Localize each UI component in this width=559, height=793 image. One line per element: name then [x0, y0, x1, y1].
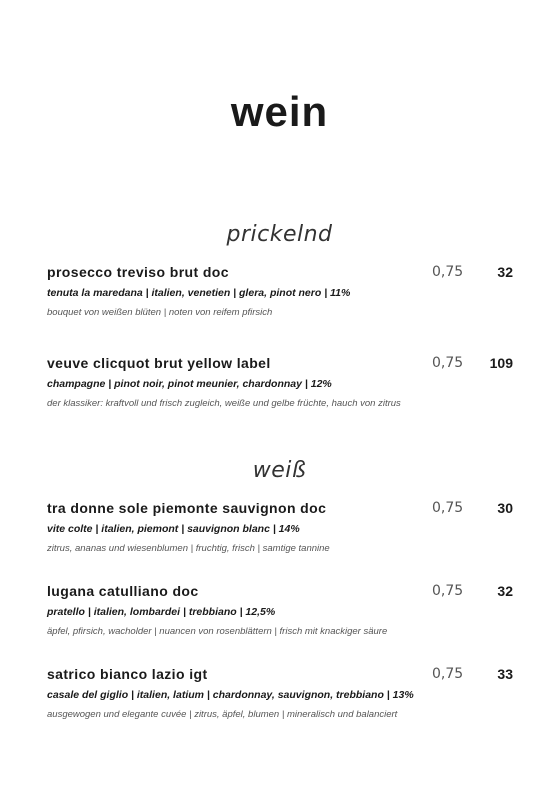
wine-detail: tenuta la maredana | italien, venetien | glera, pinot nero | 11%	[47, 287, 351, 299]
wine-note: der klassiker: kraftvoll und frisch zugleich, weiße und gelbe früchte, hauch von zitrus	[47, 398, 401, 409]
wine-name: satrico bianco lazio igt	[47, 666, 208, 682]
wine-detail: pratello | italien, lombardei | trebbiano | 12,5%	[47, 606, 276, 618]
wine-item	[47, 264, 513, 318]
wine-item	[47, 666, 513, 720]
wine-item	[47, 583, 513, 637]
wine-name: tra donne sole piemonte sauvignon doc	[47, 500, 327, 516]
wine-price: 32	[497, 264, 513, 280]
wine-item	[47, 355, 513, 409]
wine-note: bouquet von weißen blüten | noten von reifem pfirsich	[47, 307, 273, 318]
wine-note: äpfel, pfirsich, wacholder | nuancen von rosenblättern | frisch mit knackiger säure	[47, 626, 388, 637]
wine-size: 0,75	[432, 583, 464, 599]
wine-size: 0,75	[432, 666, 464, 682]
wine-note: zitrus, ananas und wiesenblumen | fruchtig, frisch | samtige tannine	[47, 543, 330, 554]
wine-price: 32	[497, 583, 513, 599]
page-title: wein	[230, 88, 329, 135]
wine-detail: casale del giglio | italien, latium | chardonnay, sauvignon, trebbiano | 13%	[47, 689, 414, 701]
section-title-prickelnd: prickelnd	[226, 222, 333, 247]
wine-price: 109	[489, 355, 513, 371]
wine-size: 0,75	[432, 355, 464, 371]
wine-size: 0,75	[432, 500, 464, 516]
wine-price: 30	[497, 500, 513, 516]
wine-name: lugana catulliano doc	[47, 583, 199, 599]
section-title-weiss: weiß	[252, 458, 307, 483]
wine-note: ausgewogen und elegante cuvée | zitrus, äpfel, blumen | mineralisch und balanciert	[47, 709, 398, 720]
wine-detail: champagne | pinot noir, pinot meunier, chardonnay | 12%	[47, 378, 332, 390]
wine-size: 0,75	[432, 264, 464, 280]
wine-name: prosecco treviso brut doc	[47, 264, 229, 280]
wine-name: veuve clicquot brut yellow label	[47, 355, 271, 371]
wine-item	[47, 500, 513, 554]
wine-price: 33	[497, 666, 513, 682]
wine-detail: vite colte | italien, piemont | sauvignon blanc | 14%	[47, 523, 300, 535]
